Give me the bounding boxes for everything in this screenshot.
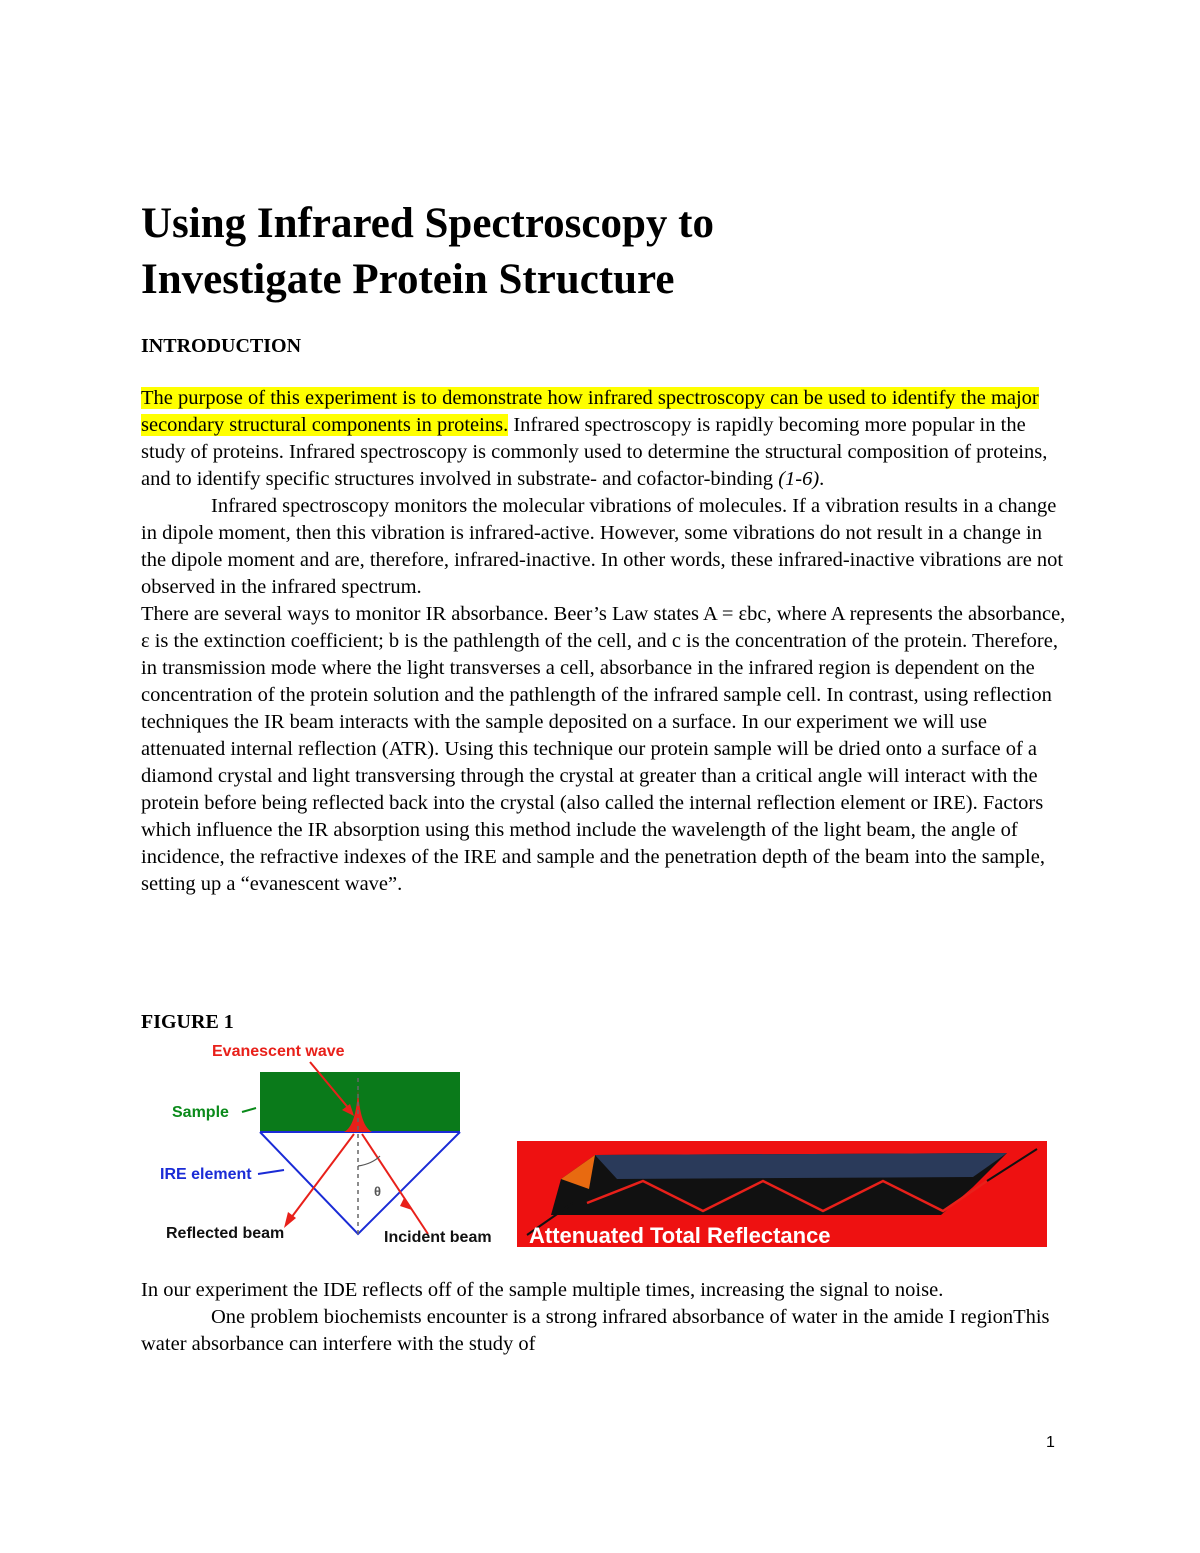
intro-end: . (819, 468, 825, 490)
paragraph-water-absorbance: One problem biochemists encounter is a strong infrared absorbance of water in the amide I regionThis water absorbance can interfere with the study of (141, 1306, 1050, 1355)
intro-paragraph (141, 385, 1066, 493)
incident-beam-label: Incident beam (384, 1229, 492, 1246)
sample-label: Sample (172, 1104, 229, 1121)
page-number: 1 (1046, 1434, 1055, 1451)
paragraph-beers-law: There are several ways to monitor IR absorbance. Beer’s Law states A = εbc, where A represents the absorbance, ε is the extinction coefficient; b is the pathlength of the cell, and c is the concentration of the protein. Therefore, in transmission mode where the light transverses a cell, absorbance in the infrared region is dependent on the concentration of the protein solution and the pathlength of the infrared sample cell. In contrast, using reflection techniques the IR beam interacts with the sample deposited on a surface. In our experiment we will use attenuated internal reflection (ATR). Using this technique our protein sample will be dried onto a surface of a diamond crystal and light transversing through the crystal at greater than a critical angle will interact with the protein before being reflected back into the crystal (also called the internal reflection element or IRE). Factors which influence the IR absorption using this method include the wavelength of the light beam, the angle of incidence, the refractive indexes of the IRE and sample and the penetration depth of the beam into the sample, setting up a “evanescent wave”. (141, 603, 1066, 895)
theta-label: θ (374, 1184, 382, 1199)
reflected-beam (288, 1134, 354, 1222)
paragraph-multiple-reflections: In our experiment the IDE reflects off of the sample multiple times, increasing the signal to noise. (141, 1279, 944, 1301)
crystal-top-face (595, 1153, 1007, 1179)
citation: (1-6) (778, 468, 820, 490)
figure-label: FIGURE 1 (141, 1011, 234, 1033)
intro-body (141, 385, 1066, 898)
section-heading: INTRODUCTION (141, 335, 302, 357)
title-line-1: Using Infrared Spectroscopy to (141, 200, 714, 247)
highlighted-purpose: The purpose of this experiment is to demonstrate how infrared spectroscopy can be used to identify the major secondary structural components in proteins. (141, 387, 1039, 436)
paragraph-vibrations: Infrared spectroscopy monitors the molecular vibrations of molecules. If a vibration results in a change in dipole moment, then this vibration is infrared-active. However, some vibrations do not result in a change in the dipole moment and are, therefore, infrared-inactive. In other words, these infrared-inactive vibrations are not observed in the infrared spectrum. (141, 495, 1064, 598)
banner-caption: Attenuated Total Reflectance (529, 1223, 831, 1247)
ire-element-label: IRE element (160, 1166, 252, 1183)
atr-banner-image (517, 1141, 1047, 1247)
title-line-2: Investigate Protein Structure (141, 256, 675, 303)
atr-diagram (160, 1038, 520, 1250)
intro-rest: Infrared spectroscopy is rapidly becoming more popular in the study of proteins. Infrared spectroscopy is commonly used to determine the structural composition of proteins, and to identify specific structures involved in substrate- and cofactor-binding (141, 414, 1048, 490)
document-title (141, 196, 714, 308)
continuation-body (141, 1277, 1066, 1358)
sample-pointer (242, 1108, 256, 1112)
reflected-beam-label: Reflected beam (166, 1225, 285, 1242)
ire-pointer (258, 1170, 284, 1174)
evanescent-wave-label: Evanescent wave (212, 1043, 345, 1060)
